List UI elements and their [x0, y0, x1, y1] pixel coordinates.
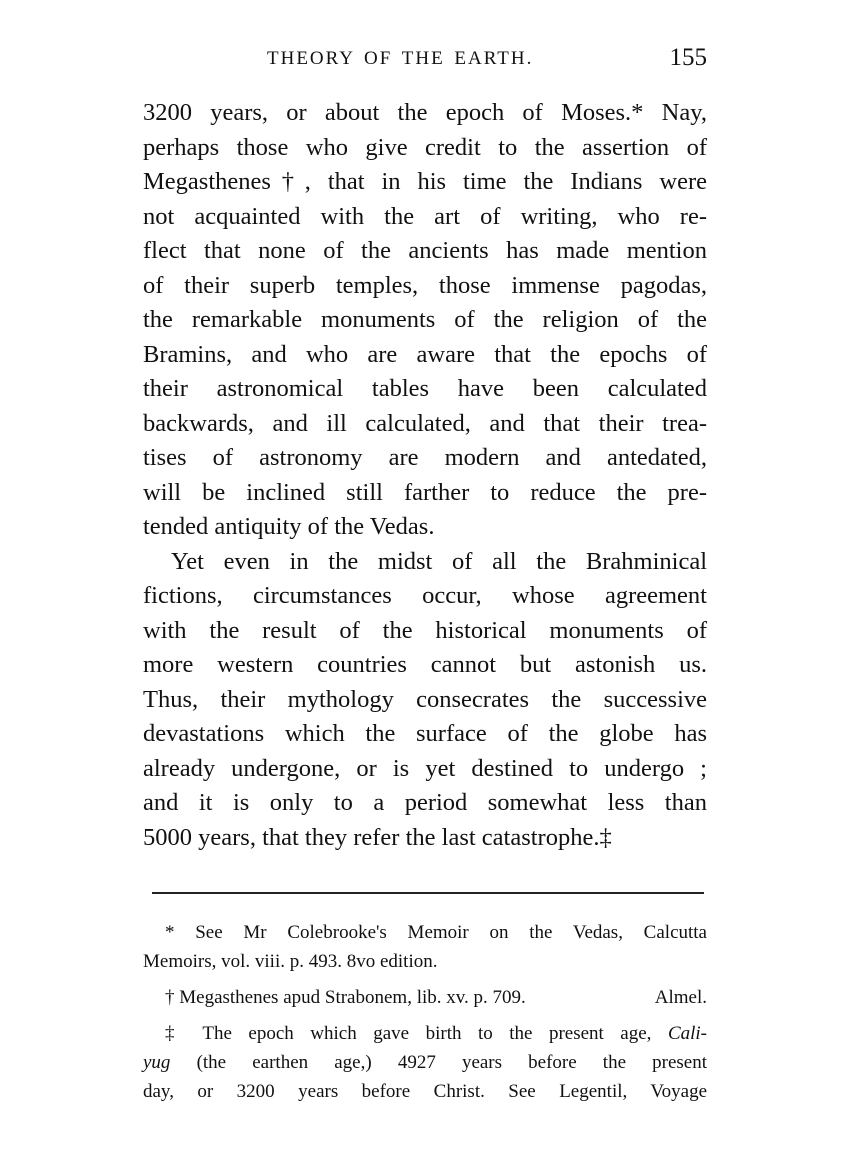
text-line: tended antiquity of the Vedas.: [143, 513, 435, 540]
footnote-divider: [152, 892, 704, 894]
footnote-text: (the earthen age,) 4927 years before the present: [196, 1052, 707, 1073]
footnote-line: [143, 983, 707, 1012]
text-line: backwards, and ill calculated, and that their trea-: [143, 409, 707, 437]
paragraph-1: [143, 96, 707, 545]
footnote-line: Memoirs, vol. viii. p. 493. 8vo edition.: [143, 951, 438, 972]
footnote-text: † Megasthenes apud Strabonem, lib. xv. p. 709.: [165, 987, 526, 1008]
text-line: perhaps those who give credit to the assertion of: [143, 133, 707, 161]
text-line: Megasthenes†, that in his time the Indians were: [143, 168, 707, 195]
footnotes: [143, 918, 707, 1106]
text-line: Thus, their mythology consecrates the successive: [143, 685, 707, 713]
footnote-3: [143, 1019, 707, 1106]
text-line: already undergone, or is yet destined to undergo ;: [143, 754, 707, 782]
text-line: will be inclined still farther to reduce the pre-: [143, 478, 707, 506]
text-line: flect that none of the ancients has made mention: [143, 237, 707, 264]
footnote-1: [143, 918, 707, 976]
text-line: devastations which the surface of the globe has: [143, 720, 707, 747]
text-line: their astronomical tables have been calculated: [143, 375, 707, 402]
text-line: more western countries cannot but astonish us.: [143, 651, 707, 678]
page-number: 155: [669, 44, 707, 71]
text-line: with the result of the historical monuments of: [143, 616, 707, 644]
footnote-text: ‡ The epoch which gave birth to the present age,: [165, 1023, 652, 1044]
text-line: tises of astronomy are modern and antedated,: [143, 444, 707, 471]
footnote-line: * See Mr Colebrooke's Memoir on the Vedas, Calcutta: [165, 922, 707, 943]
footnote-line: [143, 1019, 707, 1048]
text-line: of their superb temples, those immense pagodas,: [143, 271, 707, 299]
footnote-line: day, or 3200 years before Christ. See Legentil, Voyage: [143, 1081, 707, 1102]
text-line: the remarkable monuments of the religion of the: [143, 306, 707, 333]
running-title: THEORY OF THE EARTH.: [267, 48, 534, 69]
text-line: and it is only to a period somewhat less than: [143, 789, 707, 816]
main-text: [143, 96, 707, 855]
text-line: fictions, circumstances occur, whose agreement: [143, 582, 707, 609]
text-line: not acquainted with the art of writing, who re-: [143, 202, 707, 230]
footnote-italic-term: Cali-: [667, 1023, 707, 1044]
footnote-italic-term: yug: [143, 1052, 171, 1073]
text-line: 5000 years, that they refer the last catastrophe.‡: [143, 823, 612, 851]
running-header: [143, 44, 707, 76]
footnote-2: [143, 983, 707, 1012]
text-line: Bramins, and who are aware that the epochs of: [143, 340, 707, 368]
footnote-line: [143, 1048, 707, 1077]
text-line: Yet even in the midst of all the Brahminical: [171, 547, 707, 575]
paragraph-2: [143, 545, 707, 856]
text-line: 3200 years, or about the epoch of Moses.* Nay,: [143, 99, 707, 126]
footnote-reference: Almel.: [654, 987, 707, 1008]
